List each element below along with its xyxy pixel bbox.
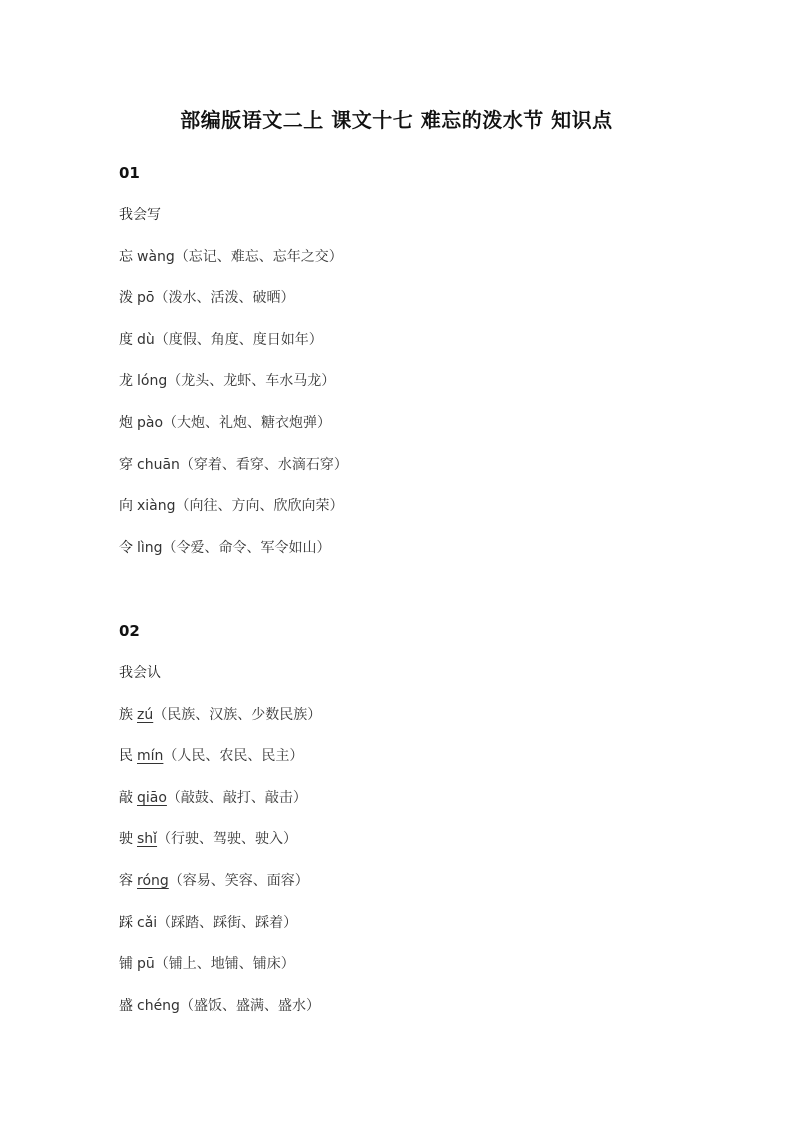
list-item [119, 413, 719, 433]
entry-pinyin: pō [137, 290, 155, 307]
entry-words: （忘记、难忘、忘年之交） [174, 248, 343, 265]
list-item [119, 288, 719, 308]
section-write [119, 163, 719, 558]
list-item [119, 996, 719, 1016]
entry-words: （穿着、看穿、水滴石穿） [179, 456, 348, 473]
entry-words: （令爱、命令、军令如山） [162, 539, 331, 556]
list-item [119, 913, 719, 933]
entry-words: （盛饭、盛满、盛水） [179, 997, 320, 1014]
entry-words: （人民、农民、民主） [163, 748, 304, 765]
entry-pinyin: cǎi [137, 914, 158, 931]
entry-pinyin: xiàng [137, 498, 176, 515]
section-number: 02 [119, 622, 140, 640]
entry-pinyin: pào [137, 414, 164, 431]
entry-words: （容易、笑容、面容） [168, 872, 309, 889]
entry-character: 穿 [119, 456, 133, 473]
entry-character: 踩 [119, 914, 133, 931]
page-title: 部编版语文二上 课文十七 难忘的泼水节 知识点 [180, 108, 613, 132]
entry-character: 铺 [119, 956, 133, 973]
entry-character: 度 [119, 331, 133, 348]
entry-words: （度假、角度、度日如年） [154, 331, 323, 348]
entry-character: 忘 [119, 248, 133, 265]
entry-character: 炮 [119, 414, 133, 431]
entry-character: 容 [119, 872, 133, 889]
entry-pinyin: wàng [137, 248, 175, 265]
entry-character: 盛 [119, 997, 133, 1014]
entry-pinyin: mín [137, 748, 164, 765]
entry-pinyin: lóng [137, 373, 168, 390]
list-item [119, 330, 719, 350]
entry-pinyin: chuān [137, 456, 180, 473]
entry-pinyin: chéng [137, 997, 180, 1014]
entry-pinyin: zú [137, 706, 154, 723]
list-item [119, 371, 719, 391]
list-item [119, 538, 719, 558]
entry-words: （踩踏、踩街、踩着） [157, 914, 298, 931]
entry-pinyin: lìng [137, 539, 163, 556]
entry-words: （行驶、驾驶、驶入） [157, 831, 298, 848]
entry-pinyin: shǐ [137, 831, 158, 848]
entry-words: （敲鼓、敲打、敲击） [166, 789, 307, 806]
list-item [119, 954, 719, 974]
entry-character: 驶 [119, 831, 133, 848]
list-item [119, 829, 719, 849]
entry-character: 族 [119, 706, 133, 723]
entry-character: 民 [119, 748, 133, 765]
entry-character: 泼 [119, 290, 133, 307]
list-item [119, 247, 719, 267]
entry-words: （民族、汉族、少数民族） [153, 706, 322, 723]
entry-words: （龙头、龙虾、车水马龙） [167, 373, 336, 390]
entry-words: （泼水、活泼、破晒） [154, 290, 295, 307]
list-item [119, 746, 719, 766]
entry-words: （铺上、地铺、铺床） [154, 956, 295, 973]
entry-character: 令 [119, 539, 133, 556]
list-item [119, 788, 719, 808]
section-heading: 我会写 [119, 207, 161, 223]
list-item [119, 871, 719, 891]
list-item [119, 496, 719, 516]
section-heading: 我会认 [119, 665, 161, 681]
entry-character: 向 [119, 498, 133, 515]
entry-character: 敲 [119, 789, 133, 806]
entry-words: （向往、方向、欣欣向荣） [175, 498, 344, 515]
entry-words: （大炮、礼炮、糖衣炮弹） [163, 414, 332, 431]
entry-pinyin: qiāo [137, 789, 167, 806]
entry-pinyin: pū [137, 956, 155, 973]
entry-character: 龙 [119, 373, 133, 390]
section-recognize [119, 621, 719, 1016]
list-item [119, 705, 719, 725]
list-item [119, 455, 719, 475]
entry-pinyin: róng [137, 872, 169, 889]
section-number: 01 [119, 164, 140, 182]
entry-pinyin: dù [137, 331, 155, 348]
